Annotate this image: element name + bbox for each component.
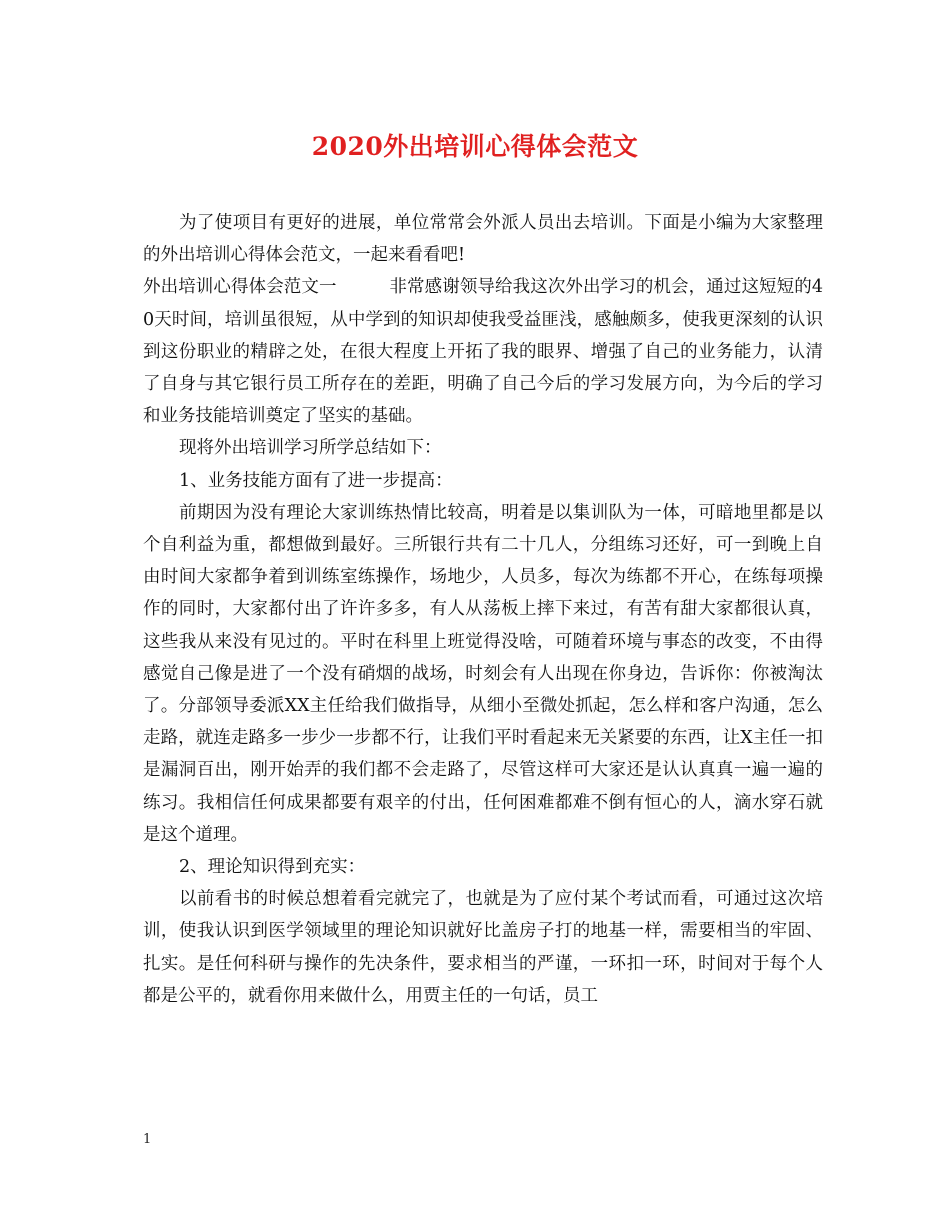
page-number: 1 — [143, 1132, 152, 1147]
paragraph-intro: 为了使项目有更好的进展，单位常常会外派人员出去培训。下面是小编为大家整理的外出培训心得体会范文，一起来看看吧! — [143, 213, 823, 266]
document-title: 2020外出培训心得体会范文 — [311, 132, 639, 161]
section-heading-theory: 2、理论知识得到充实： — [179, 857, 366, 878]
paragraph-sample-one: 外出培训心得体会范文一 非常感谢领导给我这次外出学习的机会，通过这短短的40天时间，培训虽很短，从中学到的知识却使我受益匪浅，感触颇多，使我更深刻的认识到这份职业的精辟之处，在很大程度上开拓了我的眼界、增强了自己的业务能力，认清了自身与其它银行员工所存在的差距，明确了自己今后的学习发展方向，为今后的学习和业务技能培训奠定了坚实的基础。 — [143, 277, 823, 427]
document-body — [143, 207, 823, 1012]
paragraph-summary-lead: 现将外出培训学习所学总结如下： — [179, 438, 442, 459]
section-heading-skills: 1、业务技能方面有了进一步提高： — [179, 470, 453, 491]
paragraph-theory: 以前看书的时候总想着看完就完了，也就是为了应付某个考试而看，可通过这次培训，使我认识到医学领域里的理论知识就好比盖房子打的地基一样，需要相当的牢固、扎实。是任何科研与操作的先决条件，要求相当的严谨，一环扣一环，时间对于每个人都是公平的，就看你用来做什么，用贾主任的一句话，员工 — [143, 889, 823, 1006]
paragraph-skills: 前期因为没有理论大家训练热情比较高，明着是以集训队为一体，可暗地里都是以个自利益为重，都想做到最好。三所银行共有二十几人，分组练习还好，可一到晚上自由时间大家都争着到训练室练操作，场地少，人员多，每次为练都不开心，在练每项操作的同时，大家都付出了许许多多，有人从荡板上摔下来过，有苦有甜大家都很认真，这些我从来没有见过的。平时在科里上班觉得没啥，可随着环境与事态的改变，不由得感觉自己像是进了一个没有硝烟的战场，时刻会有人出现在你身边，告诉你：你被淘汰了。分部领导委派XX主任给我们做指导，从细小至微处抓起，怎么样和客户沟通，怎么走路，就连走路多一步少一步都不行，让我们平时看起来无关紧要的东西，让X主任一扣是漏洞百出，刚开始弄的我们都不会走路了，尽管这样可大家还是认认真真一遍一遍的练习。我相信任何成果都要有艰辛的付出，任何困难都难不倒有恒心的人，滴水穿石就是这个道理。 — [143, 502, 823, 845]
